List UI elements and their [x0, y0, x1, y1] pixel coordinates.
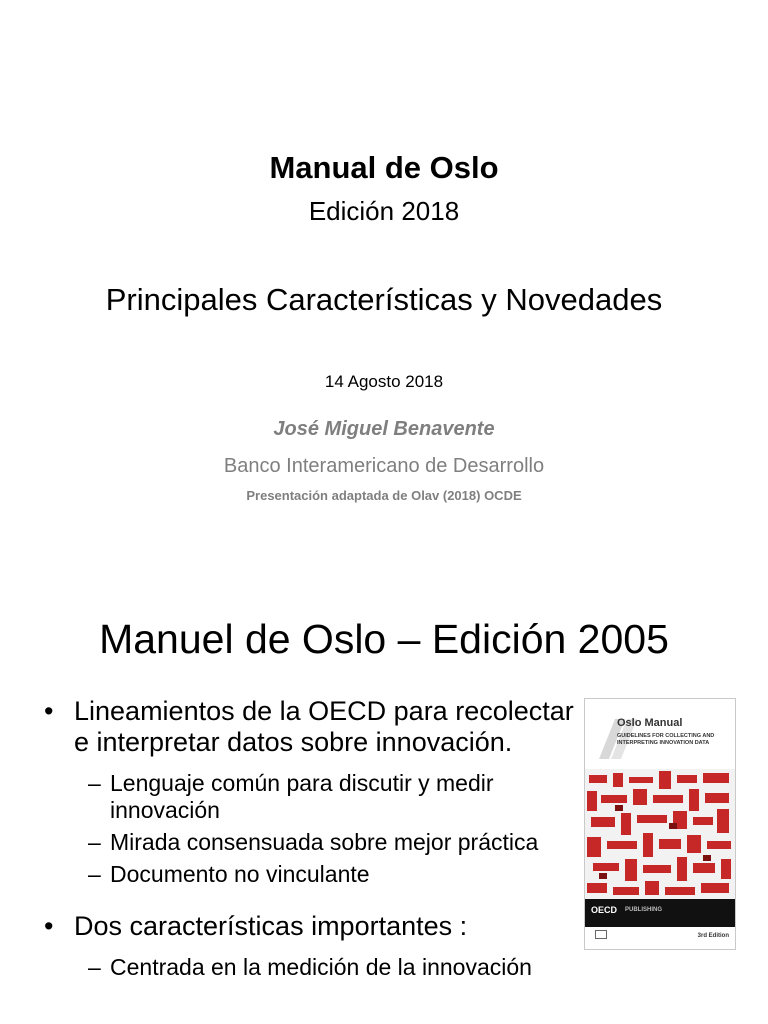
- slide-subtitle: Principales Características y Novedades: [105, 282, 663, 317]
- oecd-logo: OECD: [591, 905, 618, 915]
- adaptation-note: Presentación adaptada de Olav (2018) OCDE: [246, 488, 522, 503]
- cover-title: Oslo Manual: [617, 717, 683, 729]
- sub-bullet-item: – Centrada en la medición de la innovación: [88, 954, 532, 980]
- sub-bullet-text: Documento no vinculante: [110, 861, 370, 887]
- presentation-date: 14 Agosto 2018: [324, 372, 444, 391]
- sub-bullet-text: Lenguaje común para discutir y medir innovación: [110, 770, 494, 823]
- bullet-list: [44, 696, 584, 986]
- cover-subtitle: GUIDELINES FOR COLLECTING AND INTERPRETING INNOVATION DATA: [617, 733, 715, 746]
- bullet-item: • Lineamientos de la OECD para recolectar e interpretar datos sobre innovación.: [44, 696, 584, 758]
- cover-artwork: [585, 769, 735, 899]
- slide-title: Manual de Oslo: [269, 150, 499, 185]
- bullet-item: • Dos características importantes :: [44, 911, 584, 942]
- cover-footer-bar: [585, 899, 735, 927]
- sub-bullet-item: – Documento no vinculante: [88, 861, 370, 887]
- eu-flag-icon: [595, 930, 607, 939]
- content-slide: [0, 576, 768, 1024]
- publisher-label: PUBLISHING: [625, 907, 663, 913]
- cover-edition: 3rd Edition: [697, 933, 729, 939]
- sub-bullet-item: – Mirada consensuada sobre mejor práctica: [88, 829, 539, 855]
- author-name: José Miguel Benavente: [273, 418, 495, 440]
- sub-bullet-item: – Lenguaje común para discutir y medir innovación: [88, 770, 494, 823]
- edition-label: Edición 2018: [308, 196, 460, 226]
- organization-name: Banco Interamericano de Desarrollo: [223, 455, 545, 477]
- sub-bullet-text: Centrada en la medición de la innovación: [110, 954, 532, 980]
- slide-title: Manuel de Oslo – Edición 2005: [99, 616, 669, 662]
- sub-bullet-text: Mirada consensuada sobre mejor práctica: [110, 829, 539, 855]
- book-cover-image: [584, 698, 736, 950]
